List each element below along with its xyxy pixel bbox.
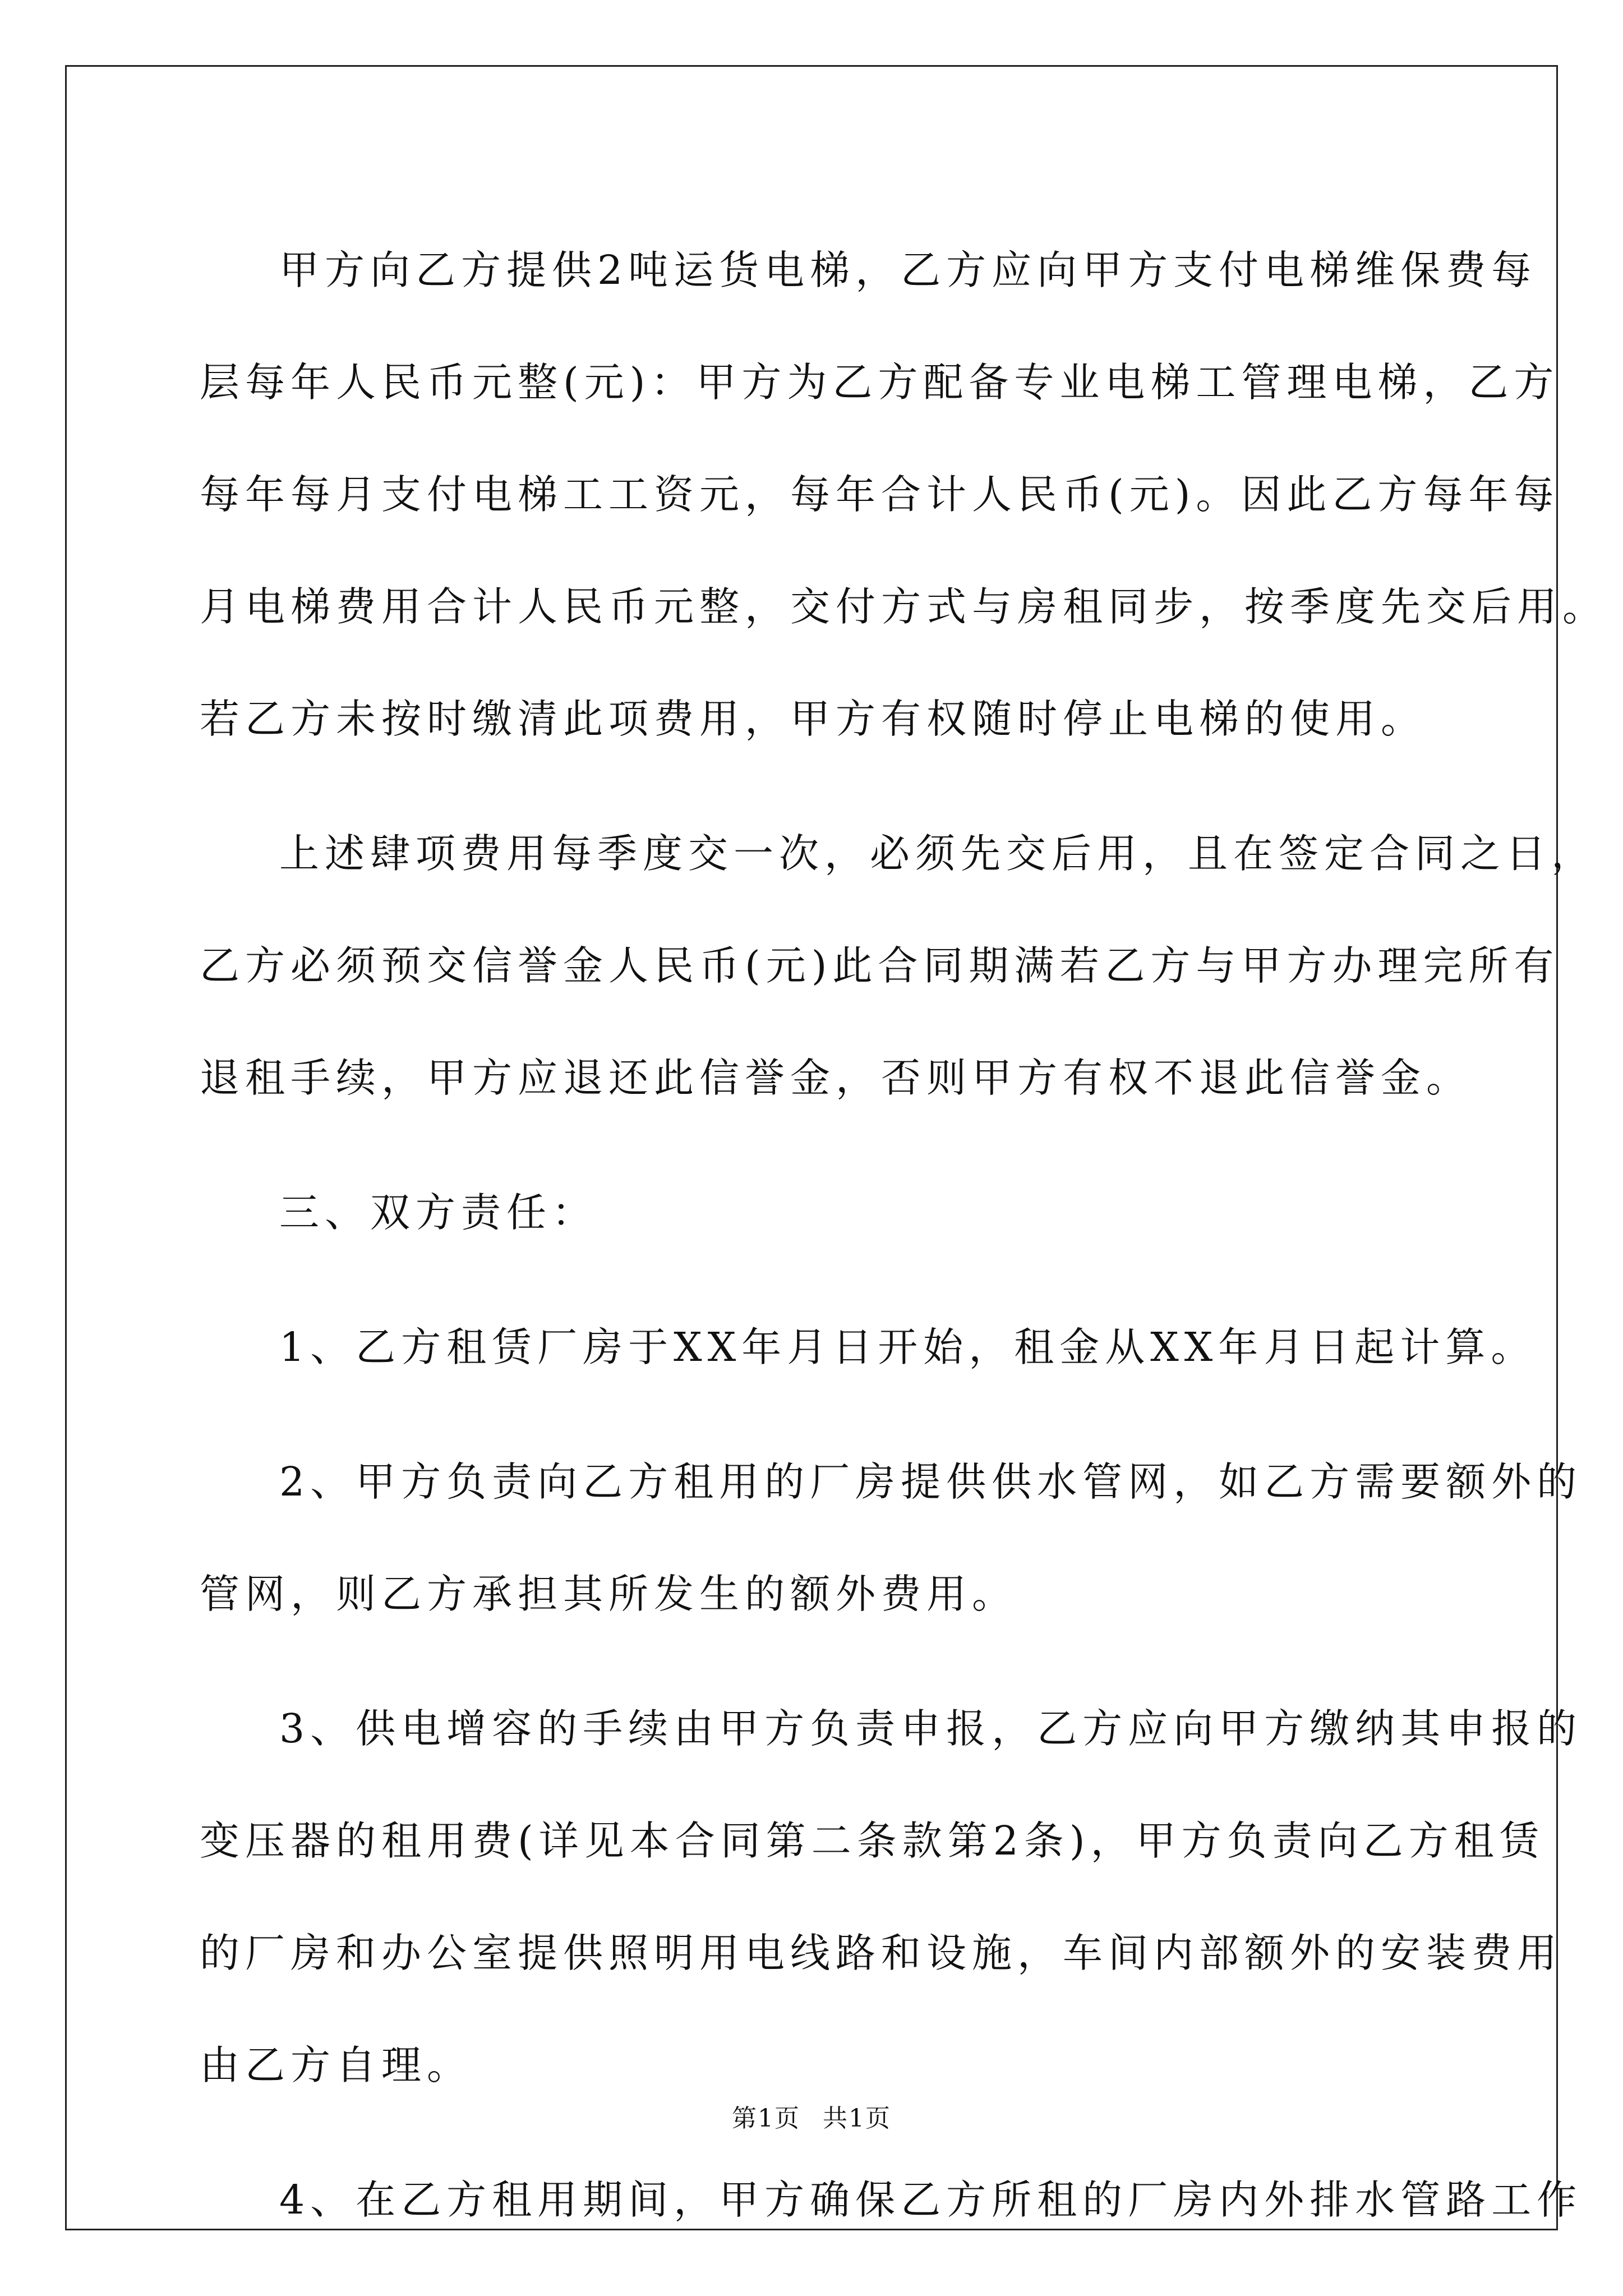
text-line: 每年每月支付电梯工工资元，每年合计人民币(元)。因此乙方每年每 [200,471,1560,518]
clause-item [200,1426,1583,1650]
clause-item [200,1673,1583,2122]
text-line: 由乙方自理。 [200,2042,473,2088]
text-line: 层每年人民币元整(元)：甲方为乙方配备专业电梯工管理电梯，乙方 [200,359,1560,406]
text-line: 上述肆项费用每季度交一次，必须先交后用，且在签定合同之日， [279,830,1597,877]
section-heading [200,1157,1428,1269]
text-line: 若乙方未按时缴清此项费用，甲方有权随时停止电梯的使用。 [200,696,1427,742]
text-line: 三、双方责任： [279,1189,598,1236]
text-line: 乙方必须预交信誉金人民币(元)此合同期满若乙方与甲方办理完所有 [200,942,1560,989]
text-line: 退租手续，甲方应退还此信誉金，否则甲方有权不退此信誉金。 [200,1055,1472,1101]
page-total: 共1页 [823,2104,891,2133]
text-line: 2、甲方负责向乙方租用的厂房提供供水管网，如乙方需要额外的 [279,1458,1583,1505]
document-body [200,214,1608,2256]
clause-item [200,2144,1583,2256]
text-line: 变压器的租用费(详见本合同第二条款第2条)，甲方负责向乙方租赁 [200,1818,1545,1864]
text-line: 1、乙方租赁厂房于XX年月日开始，租金从XX年月日起计算。 [279,1324,1537,1370]
text-line: 的厂房和办公室提供照明用电线路和设施，车间内部额外的安装费用 [200,1930,1563,1976]
text-line: 3、供电增容的手续由甲方负责申报，乙方应向甲方缴纳其申报的 [279,1705,1583,1752]
text-line: 月电梯费用合计人民币元整，交付方式与房租同步，按季度先交后用。 [200,583,1608,630]
text-line: 管网，则乙方承担其所发生的额外费用。 [200,1571,1018,1617]
page-footer [0,2098,1623,2134]
clause-item [200,1291,1537,1404]
paragraph [200,798,1597,1134]
paragraph [200,214,1608,775]
page-number: 第1页 [732,2104,800,2133]
text-line: 4、在乙方租用期间，甲方确保乙方所租的厂房内外排水管路工作 [279,2177,1583,2223]
text-line: 甲方向乙方提供2吨运货电梯，乙方应向甲方支付电梯维保费每 [279,247,1537,293]
